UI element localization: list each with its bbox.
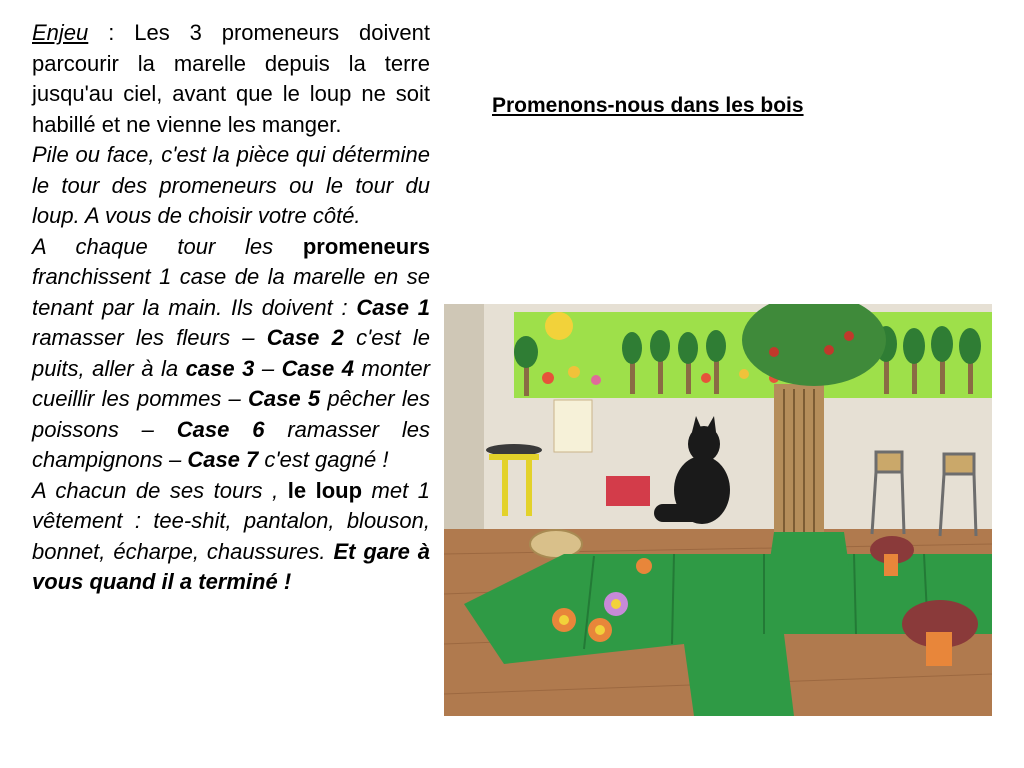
photo-illustration — [444, 304, 992, 716]
p3-case-5: Case 5 — [248, 386, 321, 411]
p3-t6: monter cueillir les pommes – — [32, 355, 430, 411]
p3-case-2: Case 2 — [266, 325, 344, 350]
p4-gare-a-vous: Et gare à vous quand il a terminé ! — [32, 538, 431, 594]
p3-t9: c'est gagné ! — [258, 447, 389, 472]
paragraph-pile-ou-face — [32, 140, 430, 232]
p3-case-6: Case 6 — [176, 416, 265, 442]
page-title: Promenons-nous dans les bois — [492, 94, 804, 117]
paragraph-enjeu — [32, 18, 430, 140]
p3-case-3: case 3 — [185, 355, 255, 381]
p3-case-1: Case 1 — [356, 294, 430, 320]
p3-promeneurs: promeneurs — [302, 233, 430, 259]
p3-t1: A chaque tour les — [32, 233, 303, 259]
p3-t3: ramasser les fleurs – — [32, 325, 267, 350]
game-rules-text — [32, 18, 430, 598]
classroom-hopscotch-photo — [444, 304, 992, 716]
sun-icon — [545, 312, 573, 340]
p4-t1: A chacun de ses tours , — [32, 477, 288, 503]
p3-case-4: Case 4 — [281, 355, 354, 381]
basket — [530, 530, 582, 558]
enjeu-label: Enjeu — [32, 20, 89, 45]
p3-t7: pêcher les poissons – — [32, 386, 430, 442]
red-crate — [606, 476, 650, 506]
paragraph-tour-loup — [32, 476, 430, 598]
p3-t5: – — [254, 355, 282, 381]
enjeu-separator: : — [88, 20, 135, 45]
p3-case-7: Case 7 — [187, 447, 259, 472]
poster — [554, 400, 592, 452]
enjeu-text: Les 3 promeneurs doivent parcourir la marelle depuis la terre jusqu'au ciel, avant que le loup ne soit habillé et ne vienne les manger. — [32, 20, 430, 137]
tree-trunk — [774, 384, 824, 534]
p4-le-loup: le loup — [287, 477, 363, 503]
paragraph-tour-promeneurs — [32, 232, 430, 476]
p3-t8: ramasser les champignons – — [32, 416, 430, 472]
pile-ou-face-text: Pile ou face, c'est la pièce qui détermine le tour des promeneurs ou le tour du loup. A vous de choisir votre côté. — [32, 142, 430, 228]
mat-path — [769, 532, 849, 566]
p3-t4: c'est le puits, aller à la — [32, 325, 430, 381]
p4-t2: met 1 vêtement : tee-shit, pantalon, blouson, bonnet, écharpe, chaussures. — [32, 477, 431, 564]
p3-t2: franchissent 1 case de la marelle en se tenant par la main. Ils doivent : — [32, 264, 430, 320]
